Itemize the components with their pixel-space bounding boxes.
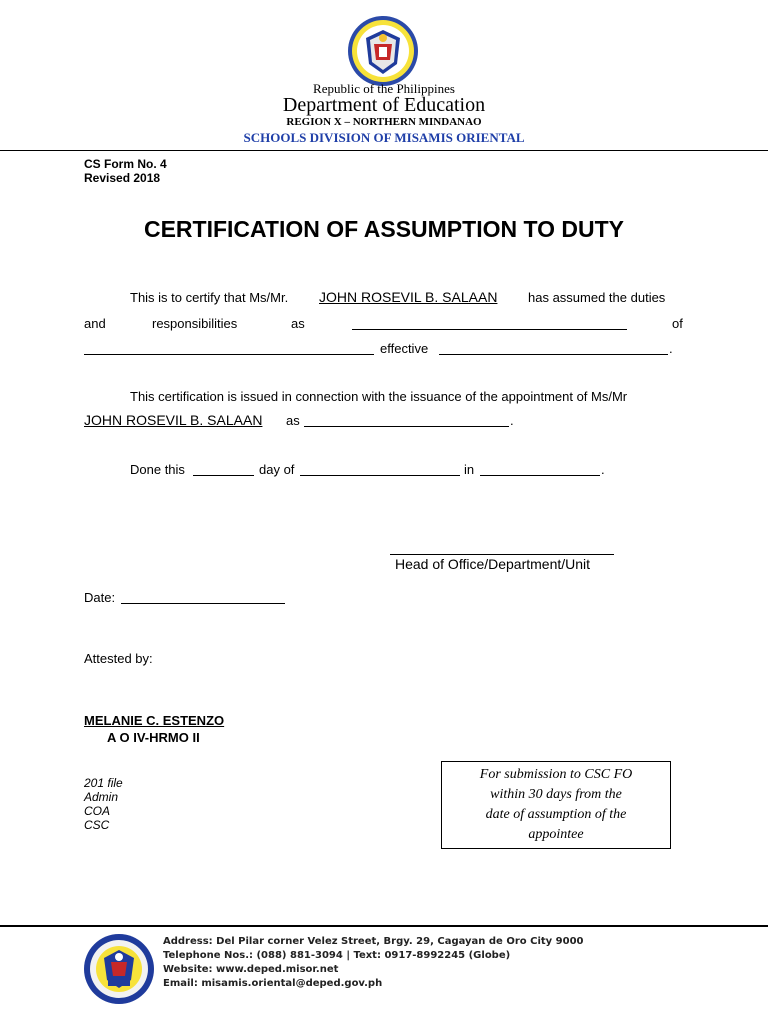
deped-seal-icon (346, 14, 420, 88)
appointee-name-2: JOHN ROSEVIL B. SALAAN (84, 412, 263, 428)
region-line: REGION X – NORTHERN MINDANAO (286, 116, 482, 128)
place-blank (480, 462, 600, 476)
footer-contact (163, 936, 584, 992)
word-effective: effective (380, 341, 429, 356)
day-blank (193, 462, 254, 476)
word-as: as (291, 316, 305, 331)
effective-date-blank (439, 341, 668, 355)
distribution-item: Admin (84, 790, 119, 804)
republic-line: Republic of the Philippines (313, 81, 455, 96)
distribution-item: CSC (84, 818, 110, 832)
form-number: CS Form No. 4 (84, 157, 167, 171)
appointment-position-blank (304, 413, 509, 427)
p2-text: This certification is issued in connection with the issuance of the appointment of Ms/Mr (130, 389, 628, 404)
in-label: in (464, 462, 475, 477)
distribution-item: 201 file (84, 776, 123, 790)
word-responsibilities: responsibilities (152, 316, 238, 331)
footer-telephone: Telephone Nos.: (088) 881-3094 | Text: 0917-8992245 (Globe) (163, 950, 511, 961)
month-year-blank (300, 462, 460, 476)
p1-prefix: This is to certify that Ms/Mr. (130, 290, 289, 305)
department-title: Department of Education (282, 94, 486, 116)
period-1: . (669, 341, 673, 356)
footer-divider (0, 925, 768, 927)
office-blank (84, 341, 374, 355)
p1-suffix: has assumed the duties (528, 290, 666, 305)
note-line: within 30 days from the (490, 787, 622, 802)
appointee-name: JOHN ROSEVIL B. SALAAN (319, 289, 498, 305)
note-line: date of assumption of the (485, 807, 627, 822)
header-divider (0, 150, 768, 151)
attestor-position: A O IV-HRMO II (107, 730, 200, 745)
done-this-label: Done this (130, 462, 185, 477)
department-of-education-logo-icon (82, 932, 156, 1006)
signatory-title: Head of Office/Department/Unit (395, 556, 591, 572)
note-line: For submission to CSC FO (479, 767, 633, 782)
division-line: SCHOOLS DIVISION OF MISAMIS ORIENTAL (243, 130, 525, 145)
footer-address: Address: Del Pilar corner Velez Street, Brgy. 29, Cagayan de Oro City 9000 (163, 936, 584, 947)
word-as-2: as (286, 413, 300, 428)
note-line: appointee (528, 827, 584, 842)
date-blank (121, 590, 285, 604)
date-label: Date: (84, 590, 116, 605)
period-2: . (510, 413, 514, 428)
signature-line (390, 541, 614, 555)
attested-by-label: Attested by: (84, 651, 153, 666)
period-3: . (601, 462, 605, 477)
position-blank (352, 316, 627, 330)
form-revised: Revised 2018 (84, 171, 161, 185)
page-title: CERTIFICATION OF ASSUMPTION TO DUTY (143, 216, 624, 242)
day-of-label: day of (259, 462, 295, 477)
attestor-name: MELANIE C. ESTENZO (84, 713, 225, 728)
footer-email[interactable]: Email: misamis.oriental@deped.gov.ph (163, 978, 383, 989)
distribution-item: COA (84, 804, 111, 818)
distribution-list (84, 776, 123, 832)
word-of: of (672, 316, 683, 331)
word-and: and (84, 316, 106, 331)
submission-note-box (441, 761, 671, 849)
footer-website[interactable]: Website: www.deped.misor.net (163, 964, 339, 975)
